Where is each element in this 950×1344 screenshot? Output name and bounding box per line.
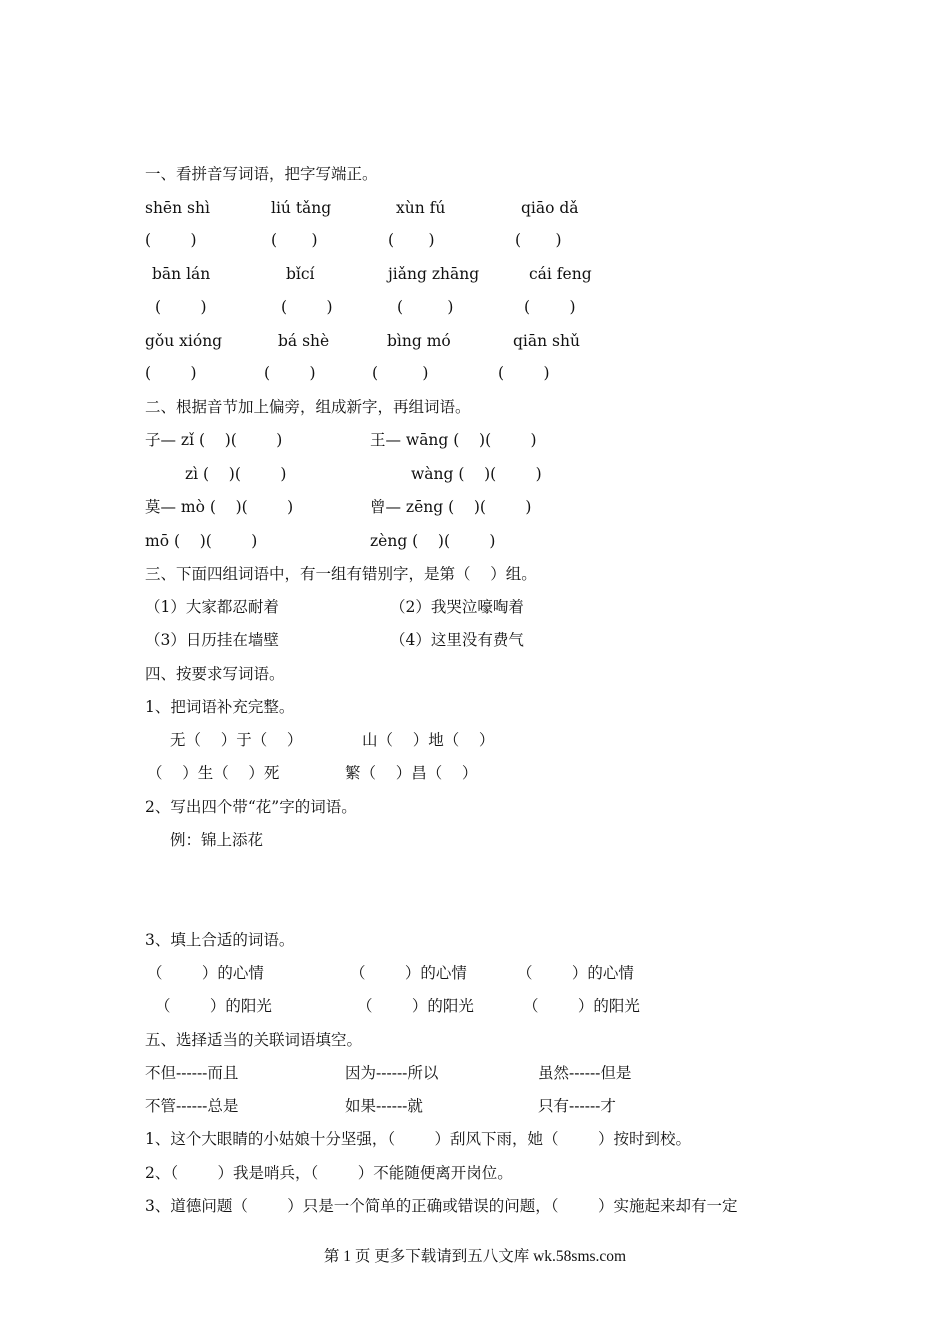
pinyin-item: qiāo dǎ — [521, 199, 579, 217]
pinyin-row-2 — [0, 262, 592, 286]
question-4-3: 3、填上合适的词语。 — [145, 931, 295, 949]
radical-item: 曾— zēng ( )( ) — [370, 498, 532, 516]
radical-item: zì ( )( ) — [185, 465, 287, 483]
radical-item: 子— zǐ ( )( ) — [145, 431, 283, 449]
option-item: （3）日历挂在墙壁 — [145, 631, 279, 649]
conjunction-item: 因为------所以 — [345, 1064, 439, 1082]
answer-blank: ( ) — [271, 231, 318, 249]
section-2-heading: 二、根据音节加上偏旁，组成新字，再组词语。 — [145, 398, 471, 416]
pinyin-item: gǒu xióng — [145, 332, 223, 350]
pinyin-item: bìng mó — [387, 332, 451, 350]
pinyin-row-3 — [0, 329, 580, 353]
option-row — [0, 595, 524, 619]
radical-row — [0, 529, 496, 553]
fill-item: （ ）的阳光 — [357, 997, 474, 1015]
radical-item: 王— wāng ( )( ) — [370, 431, 537, 449]
conjunction-item: 如果------就 — [345, 1097, 423, 1115]
blank-row-2 — [0, 295, 576, 319]
option-item: （1）大家都忍耐着 — [145, 598, 279, 616]
idiom-item: （ ）生（ ）死 — [147, 764, 280, 782]
answer-blank: ( ) — [155, 298, 207, 316]
conjunction-item: 不但------而且 — [145, 1064, 239, 1082]
conjunction-item: 只有------才 — [538, 1097, 616, 1115]
question-4-2: 2、写出四个带“花”字的词语。 — [145, 798, 357, 816]
conjunction-item: 不管------总是 — [145, 1097, 239, 1115]
radical-row — [0, 462, 542, 486]
answer-blank: ( ) — [145, 364, 197, 382]
pinyin-item: jiǎng zhāng — [388, 265, 480, 283]
fill-item: （ ）的阳光 — [155, 997, 272, 1015]
section-3-heading: 三、下面四组词语中，有一组有错别字，是第（ ）组。 — [145, 565, 537, 583]
answer-blank: ( ) — [145, 231, 197, 249]
radical-row — [0, 495, 532, 519]
question-5-2: 2、（ ）我是哨兵，（ ）不能随便离开岗位。 — [145, 1164, 513, 1182]
pinyin-item: bǐcí — [286, 265, 315, 283]
answer-blank: ( ) — [397, 298, 454, 316]
answer-blank: ( ) — [372, 364, 429, 382]
idiom-item: 无（ ）于（ ） — [170, 731, 303, 749]
answer-blank: ( ) — [388, 231, 435, 249]
option-item: （2）我哭泣嚎啕着 — [390, 598, 524, 616]
radical-item: zèng ( )( ) — [370, 532, 496, 550]
pinyin-item: bān lán — [152, 265, 211, 283]
answer-blank: ( ) — [281, 298, 333, 316]
blank-row-1 — [0, 228, 562, 252]
idiom-row — [0, 728, 495, 752]
page-footer: 第 1 页 更多下载请到五八文库 wk.58sms.com — [323, 1248, 627, 1265]
pinyin-item: cái feng — [529, 265, 592, 283]
option-row — [0, 628, 524, 652]
section-5-heading: 五、选择适当的关联词语填空。 — [145, 1031, 363, 1049]
conjunction-row — [0, 1061, 632, 1085]
idiom-item: 山（ ）地（ ） — [362, 731, 495, 749]
fill-row — [0, 961, 634, 985]
example-line: 例：锦上添花 — [170, 831, 264, 849]
section-4-heading: 四、按要求写词语。 — [145, 665, 285, 683]
conjunction-item: 虽然------但是 — [538, 1064, 632, 1082]
question-5-1: 1、这个大眼睛的小姑娘十分坚强，（ ）刮风下雨，她（ ）按时到校。 — [145, 1130, 691, 1148]
fill-item: （ ）的心情 — [350, 964, 467, 982]
pinyin-row-1 — [0, 196, 579, 220]
pinyin-item: liú tǎng — [271, 199, 332, 217]
answer-blank: ( ) — [515, 231, 562, 249]
radical-item: mō ( )( ) — [145, 532, 258, 550]
answer-blank: ( ) — [498, 364, 550, 382]
conjunction-row — [0, 1094, 616, 1118]
question-5-3: 3、道德问题（ ）只是一个简单的正确或错误的问题，（ ）实施起来却有一定 — [145, 1197, 738, 1215]
idiom-item: 繁（ ）昌（ ） — [345, 764, 478, 782]
fill-item: （ ）的心情 — [147, 964, 264, 982]
fill-row — [0, 994, 640, 1018]
idiom-row — [0, 761, 478, 785]
radical-item: 莫— mò ( )( ) — [145, 498, 294, 516]
pinyin-item: shēn shì — [145, 199, 210, 217]
fill-item: （ ）的心情 — [517, 964, 634, 982]
option-item: （4）这里没有费气 — [390, 631, 524, 649]
pinyin-item: bá shè — [278, 332, 330, 350]
radical-row — [0, 428, 537, 452]
pinyin-item: xùn fú — [396, 199, 446, 217]
blank-row-3 — [0, 361, 550, 385]
section-1-heading: 一、看拼音写词语，把字写端正。 — [145, 165, 378, 183]
question-4-1: 1、把词语补充完整。 — [145, 698, 295, 716]
answer-blank: ( ) — [264, 364, 316, 382]
fill-item: （ ）的阳光 — [523, 997, 640, 1015]
answer-blank: ( ) — [524, 298, 576, 316]
radical-item: wàng ( )( ) — [411, 465, 542, 483]
pinyin-item: qiān shǔ — [513, 332, 580, 350]
